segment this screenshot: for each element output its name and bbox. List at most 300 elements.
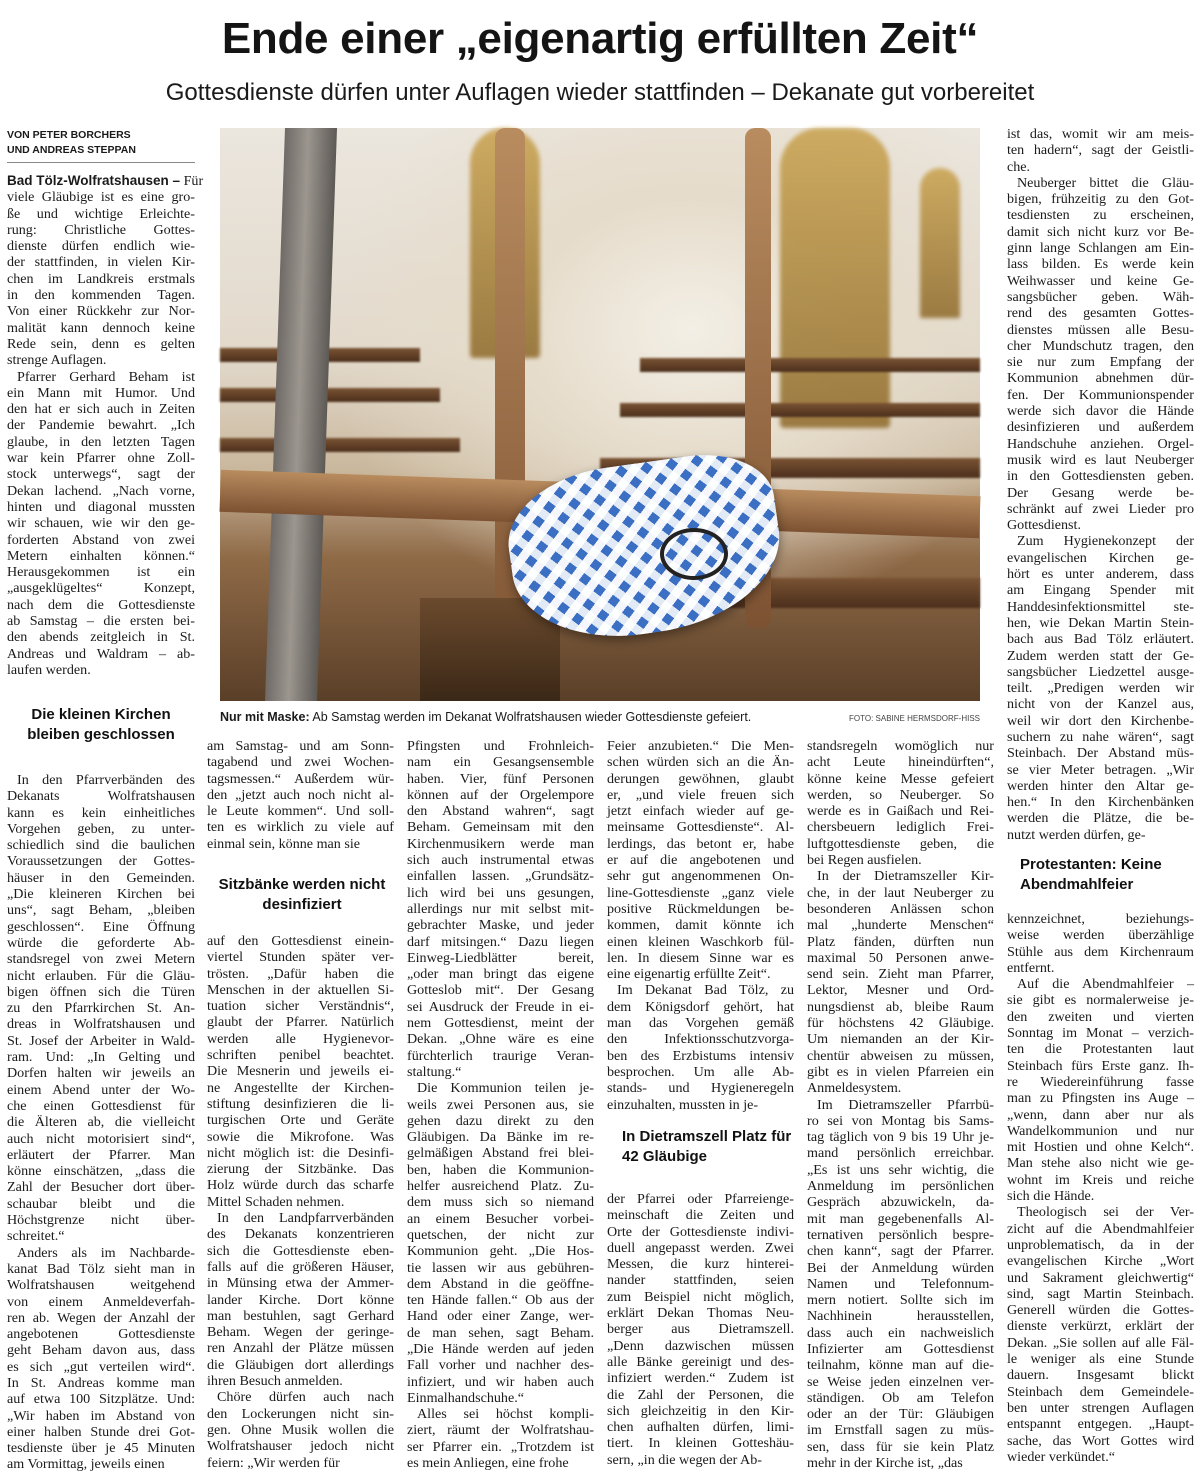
text-line: sowie die Mikrofone. Was xyxy=(207,1128,394,1145)
text-line: Auf die Abendmahlfeier – xyxy=(1017,976,1194,993)
text-line: gebrachter Maske, und jeder xyxy=(407,917,594,934)
text-line: Kommunion geht. „Die Hos- xyxy=(407,1243,594,1260)
text-line: malität kann dennoch keine xyxy=(7,319,195,336)
text-line: ro sei von Montag bis Sams- xyxy=(807,1112,994,1129)
text-line: laufen werden. xyxy=(7,661,91,678)
text-line: bigen öffnen sich die Türen xyxy=(7,983,195,1000)
text-line: sich auch instrumental etwas xyxy=(407,852,594,869)
text-line: schränkt auf zwei Lieder pro xyxy=(1007,500,1194,517)
text-line: ständigen. Ob am Telefon xyxy=(807,1389,994,1406)
text-line: Steinbach fürs Erste ganz. Ih- xyxy=(1007,1057,1194,1074)
text-line: ihren Besuch anmelden. xyxy=(207,1373,343,1390)
text-line: der Pandemie bewahrt. „Ich xyxy=(7,417,195,434)
text-line: hen.“ In den Kirchenbänken xyxy=(1007,794,1194,811)
text-line: der Pfarrei oder Pfarreienge- xyxy=(607,1191,794,1207)
text-line: positive Rückmeldungen be- xyxy=(607,900,794,917)
text-line: Dekan. „Sie sollen auf alle Fäl- xyxy=(1007,1334,1194,1351)
text-line: häuser in den Gemeinden. xyxy=(7,869,195,886)
text-line: le weniger als eine Stunde xyxy=(1007,1351,1194,1368)
paragraph xyxy=(607,738,794,982)
text-line: Theologisch sei der Ver- xyxy=(1017,1204,1194,1221)
text-line: „Die Hände werden auf jeden xyxy=(407,1340,594,1357)
mask-ear-loop xyxy=(660,528,728,580)
text-line: trösten. „Dafür haben die xyxy=(207,965,394,982)
paragraph xyxy=(7,1245,195,1473)
text-line: Messen, die kurz hinterei- xyxy=(607,1256,794,1273)
text-line: „oder man bringt das eigene xyxy=(407,966,594,983)
text-line: werden hinter den Altar ge- xyxy=(1007,777,1194,794)
text-line: gibt es in vielen Pfarreien ein xyxy=(807,1063,994,1080)
text-line: staltung.“ xyxy=(407,1063,462,1080)
paragraph xyxy=(1007,1204,1194,1465)
text-line: „wenn, dann aber nur als xyxy=(1007,1106,1194,1123)
text-line: Einmalhandschuhe.“ xyxy=(407,1389,525,1406)
text-line: kommen, damit könnte ich xyxy=(607,917,794,934)
text-line: In St. Andreas komme man xyxy=(7,1374,195,1391)
text-line: rung: Christliche Gottes- xyxy=(7,221,195,238)
text-line: zicht auf die Abendmahlfeier xyxy=(1007,1220,1194,1237)
text-line: Neuberger bittet die Gläu- xyxy=(1017,174,1194,191)
text-line: Fall vorher und nachher des- xyxy=(407,1357,594,1374)
text-line: Dekanats Wolfratshausen xyxy=(7,788,195,805)
text-line: einen kleinen Waschkorb fül- xyxy=(607,933,794,950)
text-line: einer halben Stunde drei Got- xyxy=(7,1423,195,1440)
text-line: auf den Gottesdienst einein- xyxy=(207,933,394,949)
text-line: Wolfratshauser jedoch nicht xyxy=(207,1438,394,1455)
text-line: Zum Hygienekonzept der xyxy=(1017,533,1194,550)
text-line: sie nur zum Empfang der xyxy=(1007,354,1194,371)
text-line: am Eingang Spender mit xyxy=(1007,582,1194,599)
text-line: tag täglich von 9 bis 19 Uhr je- xyxy=(807,1129,994,1146)
text-line: die Gläubigen dort allerdings xyxy=(207,1356,394,1373)
text-line: ser Pfarrer ein. „Trotzdem ist xyxy=(407,1438,594,1455)
paragraph xyxy=(807,738,994,868)
text-line: Zudem werden statt der Ge- xyxy=(1007,647,1194,664)
text-line-rest: Für xyxy=(183,173,204,189)
text-line: erläutert der Pfarrer. Man xyxy=(7,1146,195,1163)
text-line: einmal sein, könne man sie xyxy=(207,835,361,852)
text-line: le Leute kommen“. Und soll- xyxy=(207,803,394,820)
paragraph xyxy=(807,1097,994,1472)
text-line: ram. Und: „In Gelting und xyxy=(7,1049,195,1066)
text-line: auf etwa 100 Sitzplätze. Und: xyxy=(7,1391,195,1408)
text-line: dienste dürfen endlich wie- xyxy=(7,238,195,255)
caption-text: Ab Samstag werden im Dekanat Wolfratshausen wieder Gottesdienste gefeiert. xyxy=(309,710,752,724)
text-line: ten es wirklich zu viele auf xyxy=(207,819,394,836)
text-line: Voraussetzungen der Gottes- xyxy=(7,853,195,870)
caption-label: Nur mit Maske: xyxy=(220,710,310,724)
text-line: meinsame Gottesdienste“. Al- xyxy=(607,819,794,836)
text-line: Alles sei höchst kompli- xyxy=(417,1406,594,1423)
text-line: hinten und diagonal mussten xyxy=(7,498,195,515)
text-line: „ausgeklügeltes“ Konzept, xyxy=(7,580,195,597)
text-line: Pfarrer Gerhard Beham ist xyxy=(17,368,195,385)
text-line: sei Ausdruck der Freude in ei- xyxy=(407,998,594,1015)
text-line: fen. Der Kommunionspender xyxy=(1007,386,1194,403)
text-line: infiziert, und wir haben auch xyxy=(407,1373,594,1390)
text-line: man bestuhlen, sagt Gerhard xyxy=(207,1307,394,1324)
text-line: „Die kleineren Kirchen bei xyxy=(7,886,195,903)
column-2-bottom xyxy=(207,933,394,1471)
text-line: send sein. Zieht man Pfarrer, xyxy=(807,966,994,983)
text-line xyxy=(7,173,204,189)
text-line: den abends zeitgleich in St. xyxy=(7,629,195,646)
paragraph xyxy=(407,1080,594,1406)
paragraph xyxy=(1007,911,1194,976)
text-line: chen im Landkreis erstmals xyxy=(7,270,195,287)
text-line: nicht möglich ist: die Desinfi- xyxy=(207,1144,394,1161)
text-line: len. In diesem Sinne war es xyxy=(607,949,794,966)
text-line: werden alle Hygienevor- xyxy=(207,1030,394,1047)
text-line: einzuhalten, mussten in je- xyxy=(607,1096,759,1113)
text-line: sich die Hände. xyxy=(1007,1188,1095,1205)
text-line: Handschuhe anziehen. Orgel- xyxy=(1007,435,1194,452)
text-line: stands- und Hygieneregeln xyxy=(607,1080,794,1097)
text-line: In den Landpfarrverbänden xyxy=(217,1210,394,1227)
text-line: Mittel Schaden nehmen. xyxy=(207,1193,345,1210)
text-line: Beham. Gemeinsam mit den xyxy=(407,819,594,836)
text-line: sangsbücher Liedzettel ausge- xyxy=(1007,663,1194,680)
paragraph xyxy=(407,1406,594,1471)
text-line: schriften penibel beachtet. xyxy=(207,1047,394,1064)
paragraph xyxy=(207,738,394,852)
text-line: Von einer Rückkehr zur Nor- xyxy=(7,303,195,320)
text-line: Vorgehen geben, zu unter- xyxy=(7,820,195,837)
text-line: schen würden sich an die Än- xyxy=(607,754,794,771)
text-line: sie gibt es normalerweise je- xyxy=(1007,992,1194,1009)
text-line: sind, sagt Martin Steinbach. xyxy=(1007,1285,1194,1302)
text-line: den Abstand wahren“, sagt xyxy=(407,803,594,820)
text-line: können auf der Orgelempore xyxy=(407,786,594,803)
text-line: Im Dekanat Bad Tölz, zu xyxy=(617,982,794,999)
text-line: hen, wie Dekan Martin Stein- xyxy=(1007,614,1194,631)
text-line: uns“, sagt Beham, „bleiben xyxy=(7,902,195,919)
text-line: werde sich davor die Hände xyxy=(1007,403,1194,420)
text-line: ziert, räumt der Wolfratshau- xyxy=(407,1422,594,1439)
text-line: standsregel von zwei Metern xyxy=(7,951,195,968)
text-line: St. Josef der Arbeiter in Wald- xyxy=(7,1032,195,1049)
column-1-top xyxy=(7,173,204,678)
text-line: nam ein Gesangsensemble xyxy=(407,754,594,771)
text-line: derungen gewöhnen, glaubt xyxy=(607,770,794,787)
text-line: helfer ausreichend Platz. Zu- xyxy=(407,1178,594,1195)
text-line: Anmeldesystem. xyxy=(807,1080,902,1097)
text-line: wieder verkündet.“ xyxy=(1007,1448,1116,1465)
paragraph xyxy=(1007,533,1194,843)
text-line: Metern einhalten können.“ xyxy=(7,547,195,564)
text-line: und Sakrament gleichwertig“ xyxy=(1007,1269,1194,1286)
text-line: weil wir dort den Kirchenbe- xyxy=(1007,712,1194,729)
text-line: Steinbach dem Gemeindele- xyxy=(1007,1383,1194,1400)
text-line: dienste verkürzt, erklärt der xyxy=(1007,1318,1194,1335)
text-line: Infizierter am Gottesdienst xyxy=(807,1340,994,1357)
text-line: mit Hostien und ohne Kelch“. xyxy=(1007,1139,1194,1156)
text-line: ren Anzahl der Plätze müssen xyxy=(207,1340,394,1357)
text-line: einfallen lassen. „Grundsätz- xyxy=(407,868,594,885)
text-line: kann es kein einheitliches xyxy=(7,804,195,821)
text-line: Gläubigen. Da Bänke im re- xyxy=(407,1129,594,1146)
byline xyxy=(7,128,195,163)
text-line: Handdesinfektionsmittel ste- xyxy=(1007,598,1194,615)
text-line: es mein Anliegen, eine frohe xyxy=(407,1455,569,1472)
paragraph xyxy=(807,868,994,1096)
text-line: weils zwei Personen aus, sie xyxy=(407,1096,594,1113)
column-3 xyxy=(407,738,594,1471)
text-line: zierung der Sitzbänke. Das xyxy=(207,1161,394,1178)
text-line: chentür abweisen zu müssen, xyxy=(807,1047,994,1064)
text-line: der stattfinden, in vielen Kir- xyxy=(7,254,195,271)
text-line: Hand oder einer Zange, wer- xyxy=(407,1308,594,1325)
text-line: Feier anzubieten.“ Die Men- xyxy=(607,738,794,754)
paragraph xyxy=(7,772,195,1245)
text-line: einem Abend unter der Wo- xyxy=(7,1081,195,1098)
text-line: ren ab. Wegen der Anzahl der xyxy=(7,1309,195,1326)
article-photo-church-mask xyxy=(220,128,980,701)
text-line: haben. Vier, fünf Personen xyxy=(407,770,594,787)
paragraph xyxy=(207,1210,394,1389)
text-line: Namen und Telefonnum- xyxy=(807,1275,994,1292)
subheading-dietramszell: In Dietramszell Platz für 42 Gläubige xyxy=(622,1128,792,1165)
text-line: Menschen in der aktuellen Si- xyxy=(207,981,394,998)
text-line: Man stehe also nicht wie ge- xyxy=(1007,1155,1194,1172)
subheading-kleine-kirchen: Die kleinen Kirchen bleiben geschlossen xyxy=(27,706,175,743)
text-line: In der Dietramszeller Kir- xyxy=(817,868,994,885)
text-line: man das Vorgehen gemäß xyxy=(607,1015,794,1032)
text-line: hört es unter anderem, dass xyxy=(1007,566,1194,583)
text-line: gen. Ohne Musik wollen die xyxy=(207,1421,394,1438)
column-2-top xyxy=(207,738,394,852)
text-line: evangelischen Kirchen ge- xyxy=(1007,549,1194,566)
text-line: man zu Pfingsten ins Auge – xyxy=(1007,1090,1194,1107)
text-line: Dorfen halten wir jeweils an xyxy=(7,1065,195,1082)
column-4-top xyxy=(607,738,794,1113)
text-line: sehr gut angenommenen On- xyxy=(607,868,794,885)
text-line: schiedlich sind die baulichen xyxy=(7,837,195,854)
text-line: In den Pfarrverbänden des xyxy=(17,772,195,788)
text-line: sen, dass für sie kein Platz xyxy=(807,1438,994,1455)
text-line: quetschen, der nicht zur xyxy=(407,1226,594,1243)
text-line: in den Gottesdiensten geben. xyxy=(1007,468,1194,485)
text-line: geht Beham davon aus, dass xyxy=(7,1342,195,1359)
text-line: se Weise jeden einzelnen ver- xyxy=(807,1373,994,1390)
text-line: ße und wichtige Erleichte- xyxy=(7,205,195,222)
text-line: dass auch ein nachweislich xyxy=(807,1324,994,1341)
text-line: würde die geforderte Ab- xyxy=(7,934,195,951)
text-line: oder an der Tür: Gläubigen xyxy=(807,1406,994,1423)
text-line: er, „und viele freuen sich xyxy=(607,786,794,803)
text-line: ne Angestellte der Kirchen- xyxy=(207,1079,394,1096)
text-line: damit sich nicht kurz vor Be- xyxy=(1007,223,1194,240)
text-line: wohnt im Kreis und reiche xyxy=(1007,1171,1194,1188)
text-line: nach dem die Gottesdienste xyxy=(7,596,195,613)
text-line: sern, „in die wegen der Ab- xyxy=(607,1451,762,1468)
photo-caption xyxy=(220,709,980,725)
text-line: Rede sein, denn es gelten xyxy=(7,335,195,352)
column-1-bottom xyxy=(7,772,195,1473)
text-line: se vier Meter betragen. „Wir xyxy=(1007,761,1194,778)
byline-line: UND ANDREAS STEPPAN xyxy=(7,144,136,156)
text-line: nander stattfinden, seien xyxy=(607,1272,794,1289)
text-line: Der Gesang werde be- xyxy=(1007,484,1194,501)
text-line: an einem Besucher vorbei- xyxy=(407,1210,594,1227)
text-line: bach aus Bad Tölz erläutert. xyxy=(1007,631,1194,648)
text-line: nicht von der Kanzel aus, xyxy=(1007,696,1194,713)
text-line: er auf die angebotenen und xyxy=(607,852,794,869)
text-line: Dekan lachend. „Nach vorne, xyxy=(7,482,195,499)
text-line: tagsmessen.“ Außerdem wür- xyxy=(207,770,394,787)
text-line: Platz fänden, dürften nun xyxy=(807,933,994,950)
text-line: ist das, womit wir am meis- xyxy=(1007,126,1194,142)
text-line: zu den Pfarrkirchen St. An- xyxy=(7,1000,195,1017)
text-line: teilnahm, könne man auf die- xyxy=(807,1357,994,1374)
text-line: ternativen persönlich bespre- xyxy=(807,1226,994,1243)
text-line: von einem Anmeldeverfah- xyxy=(7,1293,195,1310)
text-line: Dekan. „Ohne wäre es eine xyxy=(407,1031,594,1048)
paragraph xyxy=(407,738,594,1080)
text-line: berger aus Dietramszell. xyxy=(607,1321,794,1338)
text-line: Nachhinein herausstellen, xyxy=(807,1308,994,1325)
paragraph xyxy=(7,173,204,369)
text-line: lander Kirche. Dort könne xyxy=(207,1291,394,1308)
text-line: musik wird es laut Neuberger xyxy=(1007,451,1194,468)
text-line: Beham. Wegen der geringe- xyxy=(207,1324,394,1341)
paragraph xyxy=(207,933,394,1210)
text-line: re Wiedereinführung fasse xyxy=(1007,1073,1194,1090)
text-line: kanat Bad Tölz sieht man in xyxy=(7,1260,195,1277)
text-line: Herausgekommen ist ein xyxy=(7,564,195,581)
text-line: schaubar bleibt und die xyxy=(7,1195,195,1212)
paragraph xyxy=(607,1191,794,1468)
text-line: nem Gottesdienst, meint der xyxy=(407,1015,594,1032)
text-line: Die Mesnerin und jeweils ei- xyxy=(207,1063,394,1080)
text-line: turgischen Orte und Geräte xyxy=(207,1112,394,1129)
text-line: jetzt einfach wieder auf ge- xyxy=(607,803,794,820)
text-line: unproblematisch, da in der xyxy=(1007,1236,1194,1253)
text-line: Generell würden die Gottes- xyxy=(1007,1302,1194,1319)
text-line: bigen, frühzeitig zu den Got- xyxy=(1007,191,1194,208)
text-line: dem muss sich so niemand xyxy=(407,1194,594,1211)
text-line: werden die Plätze, die be- xyxy=(1007,810,1194,827)
subheading-protestanten: Protestanten: Keine Abendmahlfeier xyxy=(1020,856,1162,893)
text-line: Die Kommunion teilen je- xyxy=(417,1080,594,1097)
text-line: geschlossen“. Eine Öffnung xyxy=(7,918,195,935)
text-line: che. xyxy=(1007,158,1031,175)
text-line: den Lockerungen nicht sin- xyxy=(207,1405,394,1422)
text-line: che, in der laut Neuberger zu xyxy=(807,884,994,901)
text-line: strenge Auflagen. xyxy=(7,352,107,369)
text-line: die Zahl der Personen, die xyxy=(607,1386,794,1403)
text-line: tuation sicher Verständnis“, xyxy=(207,998,394,1015)
caption-body xyxy=(220,709,751,725)
column-6-top xyxy=(1007,126,1194,843)
text-line: besonderen Anlässen schon xyxy=(807,900,994,917)
text-line: ben unter strengen Auflagen xyxy=(1007,1399,1194,1416)
text-line: sache, das Wort Gottes wird xyxy=(1007,1432,1194,1449)
text-line: ten die Protestanten laut xyxy=(1007,1041,1194,1058)
paragraph xyxy=(7,369,195,679)
text-line: mehr in der Kirche ist, „das xyxy=(807,1455,963,1472)
text-line: entspannt entgegen. „Haupt- xyxy=(1007,1416,1194,1433)
paragraph xyxy=(1007,175,1194,534)
text-line: nungsdienst ab, bleibe Raum xyxy=(807,998,994,1015)
text-line: „Denn dazwischen müssen xyxy=(607,1337,794,1354)
text-line: Gottesdienst. xyxy=(1007,517,1081,534)
text-line: weise werden überzählige xyxy=(1007,927,1194,944)
text-line: nutzt werden dürfen, ge- xyxy=(1007,826,1146,843)
text-line: dem Königsdorf gehört, hat xyxy=(607,998,794,1015)
text-line: schreitet.“ xyxy=(7,1228,65,1245)
text-line: luftgottesdienste geben, die xyxy=(807,835,994,852)
text-line: „Es ist uns sehr wichtig, die xyxy=(807,1161,994,1178)
text-line: Zahl der Besucher dort über- xyxy=(7,1179,195,1196)
text-line: erklärt Dekan Thomas Neu- xyxy=(607,1305,794,1322)
text-line: im Ernstfall sagen zu müs- xyxy=(807,1422,994,1439)
text-line: ginn lange Schlangen am Ein- xyxy=(1007,240,1194,257)
text-line: ten hadern“, sagt der Geistli- xyxy=(1007,142,1194,159)
text-line: duell angepasst werden. Zwei xyxy=(607,1239,794,1256)
text-line: viele Gläubige ist es eine gro- xyxy=(7,189,195,206)
text-line: acht Leute hineindürften“, xyxy=(807,754,994,771)
text-line: ten Hände fallen.“ Ob aus der xyxy=(407,1292,594,1309)
text-line: tesdienste über je 45 Minuten xyxy=(7,1440,195,1457)
column-6-bottom xyxy=(1007,911,1194,1465)
text-line: dreas in Wolfratshausen und xyxy=(7,1016,195,1033)
text-line: glaubt der Pfarrer. Natürlich xyxy=(207,1014,394,1031)
text-line: Stühle aus dem Kirchenraum xyxy=(1007,943,1194,960)
text-line: Um niemanden an der Kir- xyxy=(807,1031,994,1048)
byline-line: VON PETER BORCHERS xyxy=(7,129,131,141)
text-line: fürchterlich traurige Veran- xyxy=(407,1047,594,1064)
text-line: falls auf die größeren Häuser, xyxy=(207,1258,394,1275)
text-line: desinfizieren und außerdem xyxy=(1007,419,1194,436)
text-line: kennzeichnet, beziehungs- xyxy=(1007,911,1194,927)
text-line: dem Abstand in die geöffne- xyxy=(407,1275,594,1292)
paragraph xyxy=(1007,126,1194,175)
text-line: mal „hunderte Menschen“ xyxy=(807,917,994,934)
text-line: mand persönlich erreichbar. xyxy=(807,1145,994,1162)
text-line: könne keine Messe gefeiert xyxy=(807,770,994,787)
text-line: cher Mundschutz tragen, den xyxy=(1007,337,1194,354)
text-line: Pfingsten und Frohnleich- xyxy=(407,738,594,754)
text-line: in Münsing etwa der Ammer- xyxy=(207,1275,394,1292)
text-line: meinschaft die Zeiten und xyxy=(607,1207,794,1224)
text-line: Kirchenmusikern werde man xyxy=(407,835,594,852)
text-line: feiern: „Wir werden für xyxy=(207,1454,340,1471)
text-line: tie lassen wir aus gebühren- xyxy=(407,1259,594,1276)
text-line: die Älteren ab, die vielleicht xyxy=(7,1114,195,1131)
dateline: Bad Tölz-Wolfratshausen – xyxy=(7,173,181,188)
text-line: Steinbach. Der Abstand müs- xyxy=(1007,745,1194,762)
text-line: Sonntag im Monat – verzich- xyxy=(1007,1025,1194,1042)
paragraph xyxy=(607,982,794,1112)
text-line: line-Gottesdienste „ganz viele xyxy=(607,884,794,901)
text-line: sich gleichzeitig in den Kir- xyxy=(607,1402,794,1419)
text-line: des Dekanats konzentrieren xyxy=(207,1226,394,1243)
photo-credit: FOTO: SABINE HERMSDORF-HISS xyxy=(849,714,980,723)
text-line: forderten Abstand von zwei xyxy=(7,531,195,548)
text-line: tagabend und zwei Wochen- xyxy=(207,754,394,771)
text-line: darf mitsingen.“ Dazu liegen xyxy=(407,933,594,950)
text-line: dauern. Insgesamt blickt xyxy=(1007,1367,1194,1384)
text-line: nicht erlauben. Für die Gläu- xyxy=(7,967,195,984)
text-line: angebotenen Gottesdienste xyxy=(7,1326,195,1343)
text-line: gehen dazu direkt zu den xyxy=(407,1112,594,1129)
text-line: mern notiert. Sollte sich im xyxy=(807,1292,994,1309)
text-line: stiftung desinfizieren die li- xyxy=(207,1095,394,1112)
text-line: Gotteslob mit“. Der Gesang xyxy=(407,982,594,999)
text-line: glaube, in den letzten Tagen xyxy=(7,433,195,450)
subheading-sitzbaenke: Sitzbänke werden nicht desinfiziert xyxy=(218,876,386,913)
